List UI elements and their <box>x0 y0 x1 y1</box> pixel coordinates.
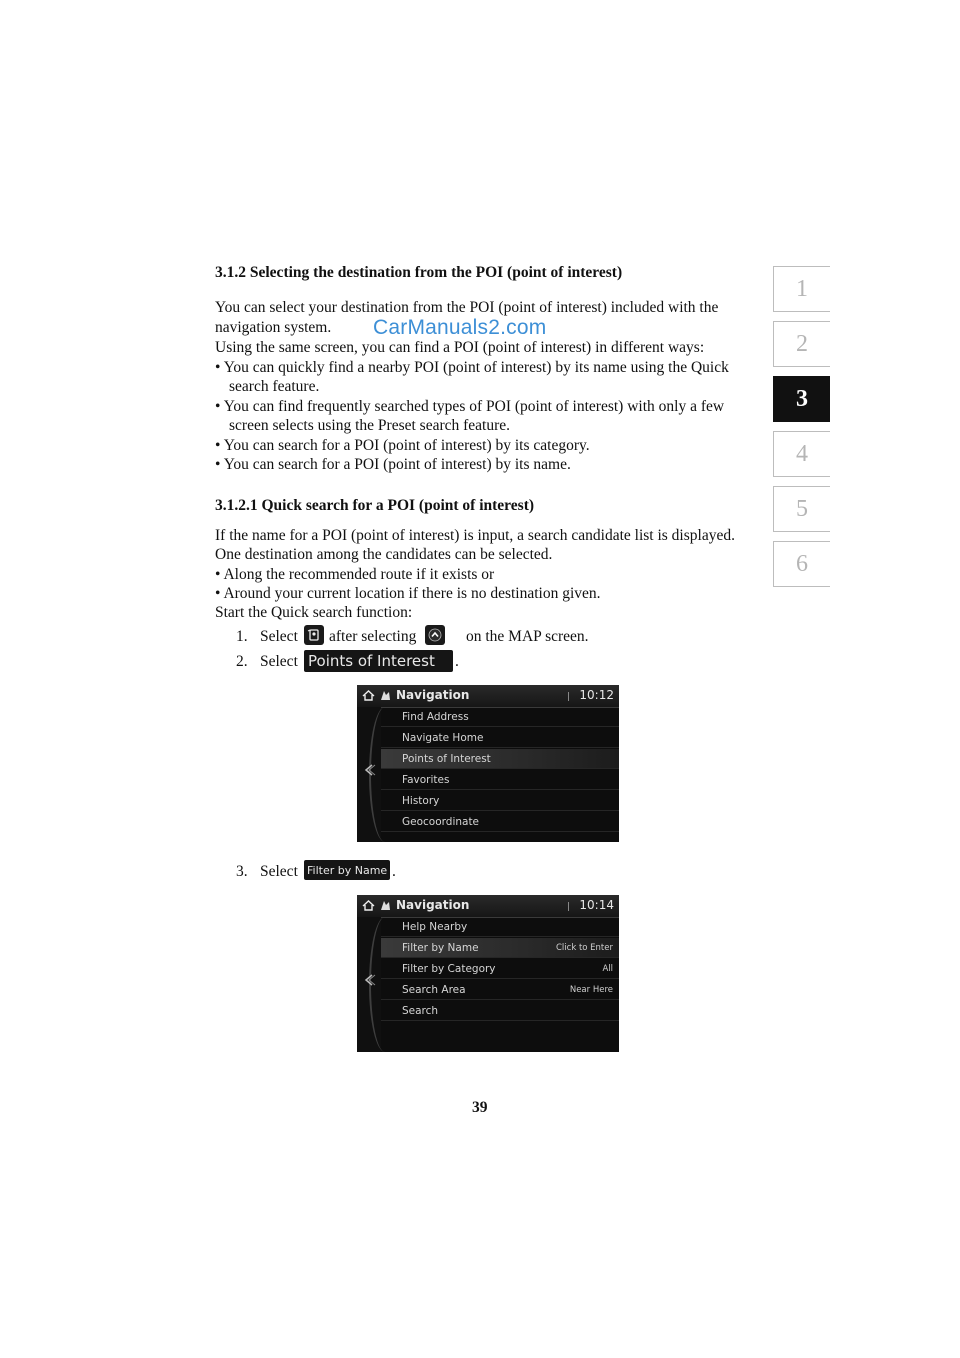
screen-title: Navigation <box>396 688 470 702</box>
bullet-item-cont: search feature. <box>229 378 320 395</box>
step-number: 1. <box>236 628 248 645</box>
chapter-tab-3[interactable]: 3 <box>773 376 830 422</box>
points-of-interest-button-image: Points of Interest <box>304 650 453 672</box>
chapter-tab-5[interactable]: 5 <box>773 486 830 532</box>
home-icon <box>362 689 375 702</box>
step-text: after selecting <box>329 628 417 645</box>
body-line: One destination among the candidates can be selected. <box>215 546 553 563</box>
menu-item-search-area[interactable]: Search Area Near Here <box>381 980 619 1000</box>
page-number: 39 <box>472 1099 488 1116</box>
intro-line: You can select your destination from the POI (point of interest) included with the <box>215 299 719 316</box>
screen-header <box>357 685 619 708</box>
menu-item-filter-by-name[interactable]: Filter by Name Click to Enter <box>381 938 619 958</box>
bullet-item-cont: screen selects using the Preset search feature. <box>229 417 511 434</box>
chapter-tab-2[interactable]: 2 <box>773 321 830 367</box>
step-text: on the MAP screen. <box>466 628 589 645</box>
menu-item-help-nearby[interactable]: Help Nearby <box>381 917 619 937</box>
navigation-screenshot-1 <box>357 685 619 842</box>
home-icon <box>362 899 375 912</box>
intro-line: navigation system. <box>215 319 332 336</box>
menu-item-filter-by-category[interactable]: Filter by Category All <box>381 959 619 979</box>
body-line: • Around your current location if there is no destination given. <box>215 585 601 602</box>
bullet-item: • You can find frequently searched types of POI (point of interest) with only a few <box>215 398 725 415</box>
step-text: Select <box>260 653 298 670</box>
back-arrow-icon[interactable] <box>362 973 376 987</box>
body-line: Start the Quick search function: <box>215 604 413 621</box>
intro-line: Using the same screen, you can find a POI (point of interest) in different ways: <box>215 339 705 356</box>
signal-indicator <box>568 692 569 701</box>
step-text: . <box>455 653 459 670</box>
subsection-heading: 3.1.2.1 Quick search for a POI (point of interest) <box>215 497 535 514</box>
menu-item-points-of-interest[interactable]: Points of Interest <box>381 749 619 769</box>
signal-indicator <box>568 902 569 911</box>
back-arrow-icon[interactable] <box>362 763 376 777</box>
section-heading: 3.1.2 Selecting the destination from the POI (point of interest) <box>215 264 623 281</box>
poi-icon <box>304 625 324 645</box>
bullet-item: • You can search for a POI (point of interest) by its name. <box>215 456 571 473</box>
menu-item-favorites[interactable]: Favorites <box>381 770 619 790</box>
step-text: . <box>392 863 396 880</box>
step-text: Select <box>260 863 298 880</box>
screen-title: Navigation <box>396 898 470 912</box>
menu-item-navigate-home[interactable]: Navigate Home <box>381 728 619 748</box>
step-text: Select <box>260 628 298 645</box>
menu-item-history[interactable]: History <box>381 791 619 811</box>
filter-by-name-button-image: Filter by Name <box>304 860 390 880</box>
menu-item-geocoordinate[interactable]: Geocoordinate <box>381 812 619 832</box>
navigation-menu-icon <box>425 625 445 645</box>
body-line: • Along the recommended route if it exists or <box>215 566 495 583</box>
navigation-screenshot-2 <box>357 895 619 1052</box>
bullet-item: • You can quickly find a nearby POI (point of interest) by its name using the Quick <box>215 359 729 376</box>
bullet-item: • You can search for a POI (point of interest) by its category. <box>215 437 590 454</box>
navigation-icon <box>379 689 392 702</box>
menu-item-find-address[interactable]: Find Address <box>381 707 619 727</box>
chapter-tab-1[interactable]: 1 <box>773 266 830 312</box>
clock: 10:14 <box>579 898 614 912</box>
body-line: If the name for a POI (point of interest) is input, a search candidate list is displayed. <box>215 527 735 544</box>
chapter-tab-4[interactable]: 4 <box>773 431 830 477</box>
step-number: 3. <box>236 863 248 880</box>
chapter-tab-6[interactable]: 6 <box>773 541 830 587</box>
navigation-icon <box>379 899 392 912</box>
clock: 10:12 <box>579 688 614 702</box>
watermark: CarManuals2.com <box>373 316 547 339</box>
screen-header <box>357 895 619 918</box>
menu-item-search[interactable]: Search <box>381 1001 619 1021</box>
step-number: 2. <box>236 653 248 670</box>
